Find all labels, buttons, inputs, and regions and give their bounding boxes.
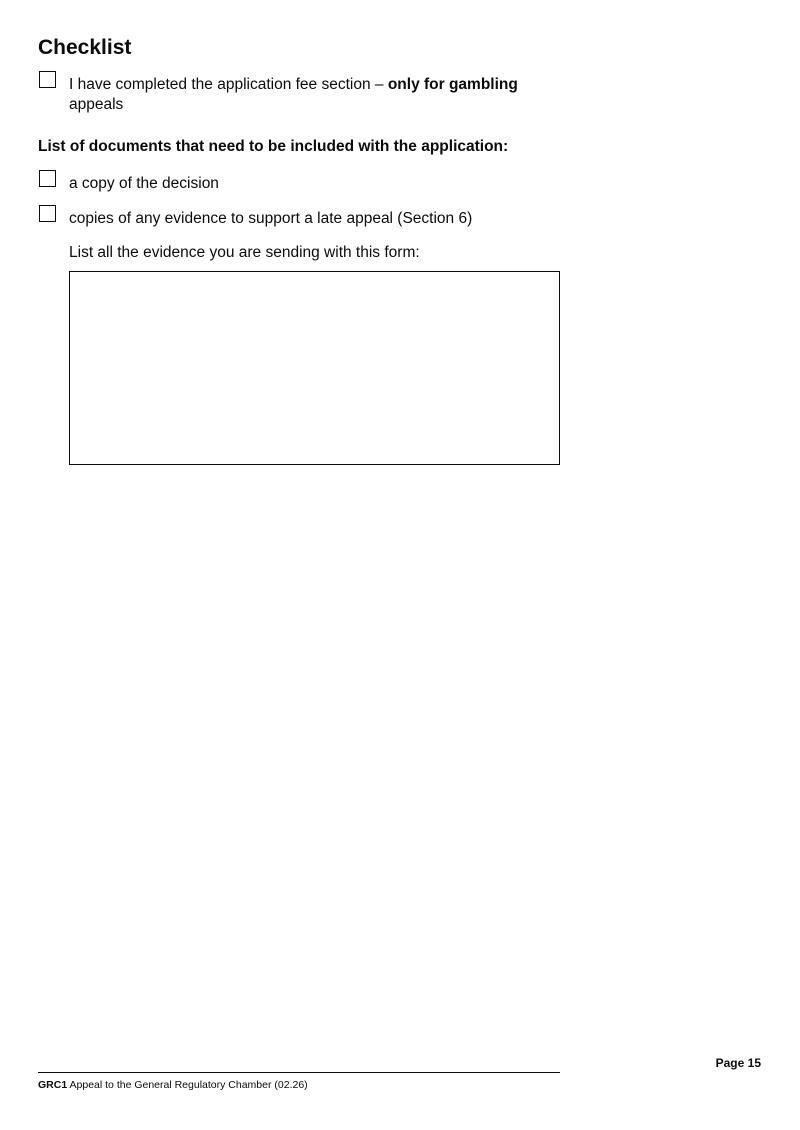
fee-item-emphasis: only for gambling [387, 76, 518, 93]
fee-section-checkbox[interactable] [39, 71, 56, 88]
page-number: Page 15 [715, 1056, 761, 1070]
page-title: Checklist [38, 36, 132, 59]
documents-heading: List of documents that need to be included with the application: [38, 138, 509, 155]
copy-of-decision-label: a copy of the decision [69, 175, 219, 192]
fee-item-text-continued: appeals [69, 96, 124, 113]
footer-divider [38, 1072, 560, 1073]
form-title: Appeal to the General Regulatory Chamber (02.26) [69, 1079, 308, 1091]
late-appeal-evidence-checkbox[interactable] [39, 205, 56, 222]
fee-section-item-text [69, 75, 549, 115]
evidence-list-prompt: List all the evidence you are sending with this form: [69, 244, 420, 261]
late-appeal-evidence-label: copies of any evidence to support a late appeal (Section 6) [69, 210, 473, 227]
fee-item-text: I have completed the application fee section – [69, 76, 388, 93]
evidence-list-field[interactable] [69, 271, 560, 465]
footer-form-reference [38, 1078, 308, 1092]
copy-of-decision-checkbox[interactable] [39, 170, 56, 187]
form-code: GRC1 [38, 1079, 68, 1091]
